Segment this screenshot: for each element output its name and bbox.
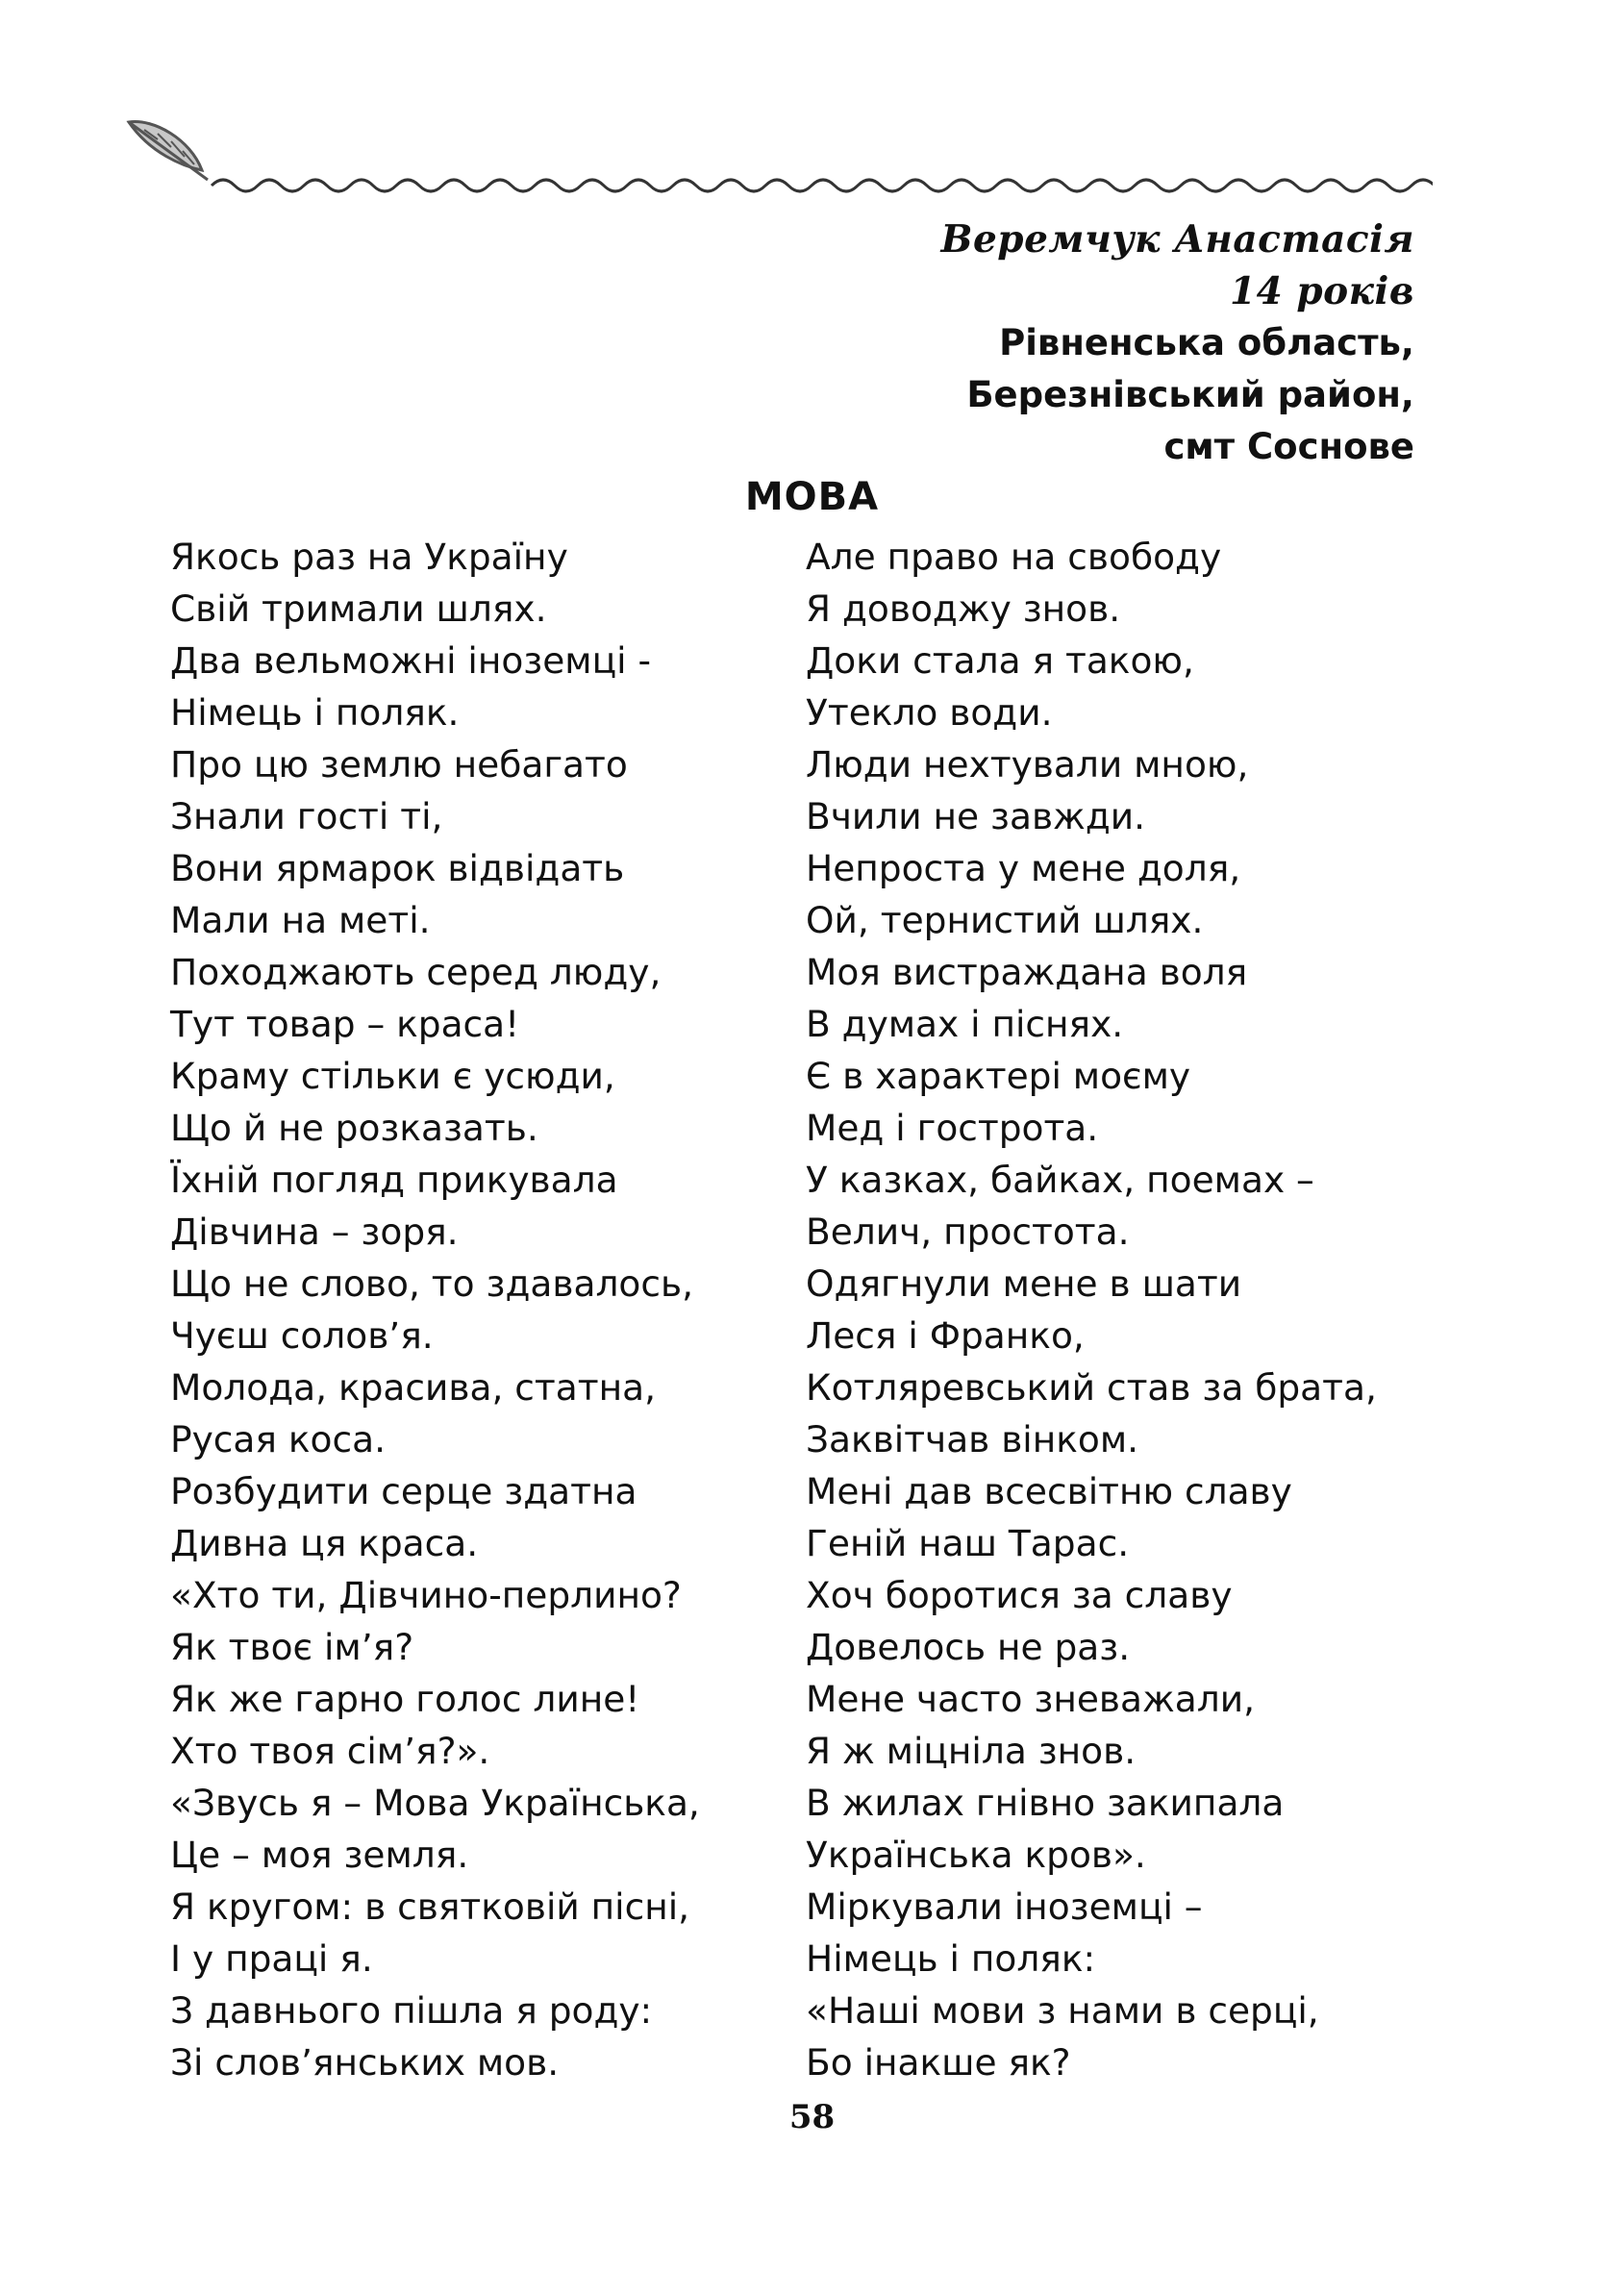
poem-line: Німець і поляк: xyxy=(806,1937,1096,1980)
poem-line: Молода, красива, статна, xyxy=(170,1366,657,1409)
poem-line: Німець і поляк. xyxy=(170,691,460,734)
poem-line: Заквітчав вінком. xyxy=(806,1418,1139,1461)
poem-line: Геній наш Тарас. xyxy=(806,1522,1130,1564)
poem-line: Вчили не завжди. xyxy=(806,795,1146,837)
poem-line: Як же гарно голос лине! xyxy=(170,1678,640,1720)
poem-line: Розбудити серце здатна xyxy=(170,1470,637,1512)
poem-line: Непроста у мене доля, xyxy=(806,847,1241,889)
poem-line: В жилах гнівно закипала xyxy=(806,1782,1285,1824)
poem-line: В думах і піснях. xyxy=(806,1003,1124,1045)
poem-line: Тут товар – краса! xyxy=(170,1003,520,1045)
poem-line: Але право на свободу xyxy=(806,536,1222,578)
poem-line: «Хто ти, Дівчино-перлино? xyxy=(170,1574,682,1616)
poem-line: Доки стала я такою, xyxy=(806,639,1194,682)
poem-line: Міркували іноземці – xyxy=(806,1885,1203,1928)
author-age: 14 років xyxy=(1230,269,1414,313)
poem-line: Утекло води. xyxy=(806,691,1053,734)
poem-line: Свій тримали шлях. xyxy=(170,587,547,630)
poem-line: Що й не розказать. xyxy=(170,1107,538,1149)
poem-line: Котляревський став за брата, xyxy=(806,1366,1377,1409)
poem-line: Одягнули мене в шати xyxy=(806,1262,1242,1305)
poem-line: Бо інакше як? xyxy=(806,2041,1071,2084)
poem-line: Хто твоя сім’я?». xyxy=(170,1730,490,1772)
poem-line: Як твоє ім’я? xyxy=(170,1626,414,1668)
author-town: смт Соснове xyxy=(1163,426,1414,467)
poem-line: Мед і гострота. xyxy=(806,1107,1099,1149)
poem-line: Люди нехтували мною, xyxy=(806,743,1249,786)
poem-line: Мені дав всесвітню славу xyxy=(806,1470,1292,1512)
poem-title: МОВА xyxy=(744,475,880,519)
poem-line: Це – моя земля. xyxy=(170,1834,469,1876)
author-district: Березнівський район, xyxy=(966,374,1414,415)
poem-line: «Звусь я – Мова Українська, xyxy=(170,1782,700,1824)
poem-line: Ой, тернистий шлях. xyxy=(806,899,1204,941)
poem-line: Велич, простота. xyxy=(806,1211,1130,1253)
poem-line: Леся і Франко, xyxy=(806,1314,1085,1357)
author-name: Веремчук Анастасія xyxy=(940,217,1414,262)
poem-line: У казках, байках, поемах – xyxy=(806,1159,1314,1201)
author-region: Рівненська область, xyxy=(999,322,1414,363)
poem-line: Чуєш солов’я. xyxy=(170,1314,434,1357)
page-number: 58 xyxy=(788,2098,836,2136)
poem-line: Українська кров». xyxy=(806,1834,1146,1876)
poem-line: З давнього пішла я роду: xyxy=(170,1989,653,2032)
poem-line: Якось раз на Україну xyxy=(170,536,568,578)
poem-right-column xyxy=(806,531,1377,2088)
poem-line: Зі слов’янських мов. xyxy=(170,2041,560,2084)
poem-line: Вони ярмарок відвідать xyxy=(170,847,625,889)
poem-line: Я кругом: в святковій пісні, xyxy=(170,1885,690,1928)
poem-line: Їхній погляд прикувала xyxy=(170,1159,618,1201)
poem-line: Про цю землю небагато xyxy=(170,743,628,786)
feather-wave-ornament-icon xyxy=(115,111,1433,197)
poem-line: І у праці я. xyxy=(170,1937,373,1980)
poem-line: Мене часто зневажали, xyxy=(806,1678,1256,1720)
poem-line: Дивна ця краса. xyxy=(170,1522,479,1564)
poem-line: Краму стільки є усюди, xyxy=(170,1055,615,1097)
poem-line: Хоч боротися за славу xyxy=(806,1574,1233,1616)
poem-line: Я ж міцніла знов. xyxy=(806,1730,1137,1772)
poem-line: Я доводжу знов. xyxy=(806,587,1121,630)
poem-line: Два вельможні іноземці - xyxy=(170,639,651,682)
poem-line: Довелось не раз. xyxy=(806,1626,1131,1668)
poem-line: Походжають серед люду, xyxy=(170,951,662,993)
poem-line: Що не слово, то здавалось, xyxy=(170,1262,693,1305)
poem-line: Знали гості ті, xyxy=(170,795,443,837)
poem-line: «Наші мови з нами в серці, xyxy=(806,1989,1319,2032)
poem-left-column xyxy=(170,531,700,2088)
poem-line: Дівчина – зоря. xyxy=(170,1211,459,1253)
poem-line: Є в характері моєму xyxy=(806,1055,1191,1097)
author-block xyxy=(941,213,1414,473)
poem-line: Мали на меті. xyxy=(170,899,431,941)
poem-line: Русая коса. xyxy=(170,1418,386,1461)
poem-line: Моя вистраждана воля xyxy=(806,951,1248,993)
